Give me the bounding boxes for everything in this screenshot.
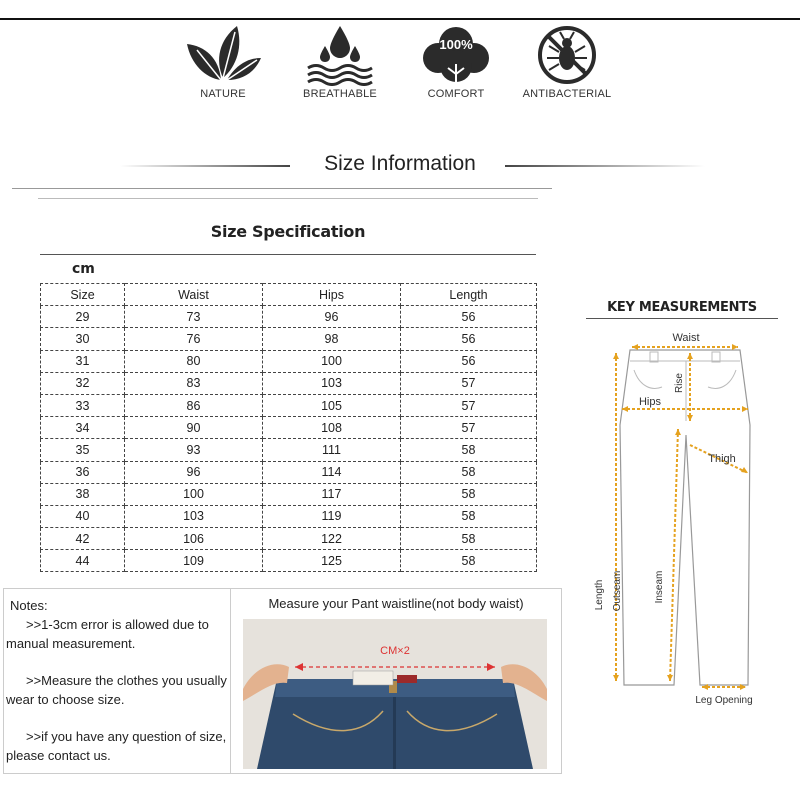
table-row [41,528,537,550]
pants-diagram [590,325,768,715]
table-row [41,350,537,372]
feature-breathable [285,24,395,100]
table-row [41,328,537,350]
unit-label: cm [72,261,95,277]
label-inseam: Inseam [654,570,665,604]
cell-size: 38 [41,483,125,505]
table-row [41,394,537,416]
cell-waist: 76 [125,328,263,350]
header-waist: Waist [125,284,263,306]
cell-hips: 96 [263,306,401,328]
no-bug-icon [527,24,607,86]
cell-size: 33 [41,394,125,416]
cell-hips: 105 [263,394,401,416]
label-thigh: Thigh [708,453,736,465]
cell-length: 56 [401,328,537,350]
cell-hips: 125 [263,550,401,572]
jeans-waist-illustration [243,619,547,769]
cell-size: 32 [41,372,125,394]
cell-length: 58 [401,483,537,505]
note-item: >>if you have any question of size, please contact us. [6,729,227,763]
cell-hips: 98 [263,328,401,350]
cell-length: 58 [401,528,537,550]
feature-comfort [401,24,511,100]
cell-waist: 90 [125,417,263,439]
feature-nature [168,24,278,100]
cell-hips: 117 [263,483,401,505]
feature-label: COMFORT [427,88,485,100]
cell-size: 44 [41,550,125,572]
cell-length: 58 [401,461,537,483]
label-hips: Hips [638,396,662,408]
cell-waist: 106 [125,528,263,550]
table-row [41,550,537,572]
table-header-row [41,284,537,306]
cell-size: 40 [41,505,125,527]
water-drop-icon [300,24,380,86]
note-item: >>1-3cm error is allowed due to manual measurement. [6,617,209,651]
spec-title-underline [40,254,536,255]
spec-title: Size Specification [210,222,366,241]
cell-hips: 119 [263,505,401,527]
cell-size: 42 [41,528,125,550]
cell-hips: 103 [263,372,401,394]
cell-size: 34 [41,417,125,439]
cell-waist: 93 [125,439,263,461]
label-length: Length [594,579,605,611]
header-length: Length [401,284,537,306]
cell-waist: 103 [125,505,263,527]
cell-size: 31 [41,350,125,372]
tape-label: CM×2 [380,645,410,657]
top-border [0,18,800,20]
feature-label: BREATHABLE [303,88,377,100]
cell-waist: 80 [125,350,263,372]
size-table [40,283,537,572]
comfort-badge: 100% [439,37,473,52]
cell-waist: 83 [125,372,263,394]
table-row [41,505,537,527]
notes-title: Notes: [10,598,48,613]
leaves-icon [183,24,263,86]
section-title: Size Information [324,152,476,175]
table-row [41,483,537,505]
header-hips: Hips [263,284,401,306]
cell-length: 58 [401,439,537,461]
cell-hips: 122 [263,528,401,550]
cell-length: 58 [401,505,537,527]
feature-label: NATURE [200,88,246,100]
measure-title: Measure your Pant waistline(not body waist) [268,596,524,611]
cell-length: 56 [401,350,537,372]
feature-antibacterial [512,24,622,100]
cell-length: 57 [401,417,537,439]
label-rise: Rise [674,372,685,394]
title-deco-right [505,165,705,167]
divider [12,188,552,189]
divider [38,198,538,199]
cell-size: 35 [41,439,125,461]
waistline-photo [243,619,547,769]
key-measurements-underline [586,318,778,319]
table-row [41,417,537,439]
cell-size: 30 [41,328,125,350]
cell-length: 56 [401,306,537,328]
table-row [41,306,537,328]
table-row [41,439,537,461]
cell-hips: 114 [263,461,401,483]
label-waist: Waist [672,332,700,344]
table-row [41,372,537,394]
cell-length: 57 [401,372,537,394]
cell-hips: 111 [263,439,401,461]
measure-panel [230,588,562,774]
cell-size: 36 [41,461,125,483]
cell-waist: 73 [125,306,263,328]
cell-hips: 100 [263,350,401,372]
cell-length: 57 [401,394,537,416]
feature-label: ANTIBACTERIAL [522,88,612,100]
table-row [41,461,537,483]
cell-waist: 100 [125,483,263,505]
note-item: >>Measure the clothes you usually wear to choose size. [6,673,227,707]
header-size: Size [41,284,125,306]
notes-panel [3,588,231,774]
label-leg-opening: Leg Opening [695,695,753,706]
label-outseam: Outseam [612,570,623,612]
cell-waist: 109 [125,550,263,572]
key-measurements-title: KEY MEASUREMENTS [607,300,757,315]
cell-hips: 108 [263,417,401,439]
cell-size: 29 [41,306,125,328]
cell-waist: 86 [125,394,263,416]
cell-length: 58 [401,550,537,572]
cotton-icon [416,24,496,86]
cell-waist: 96 [125,461,263,483]
